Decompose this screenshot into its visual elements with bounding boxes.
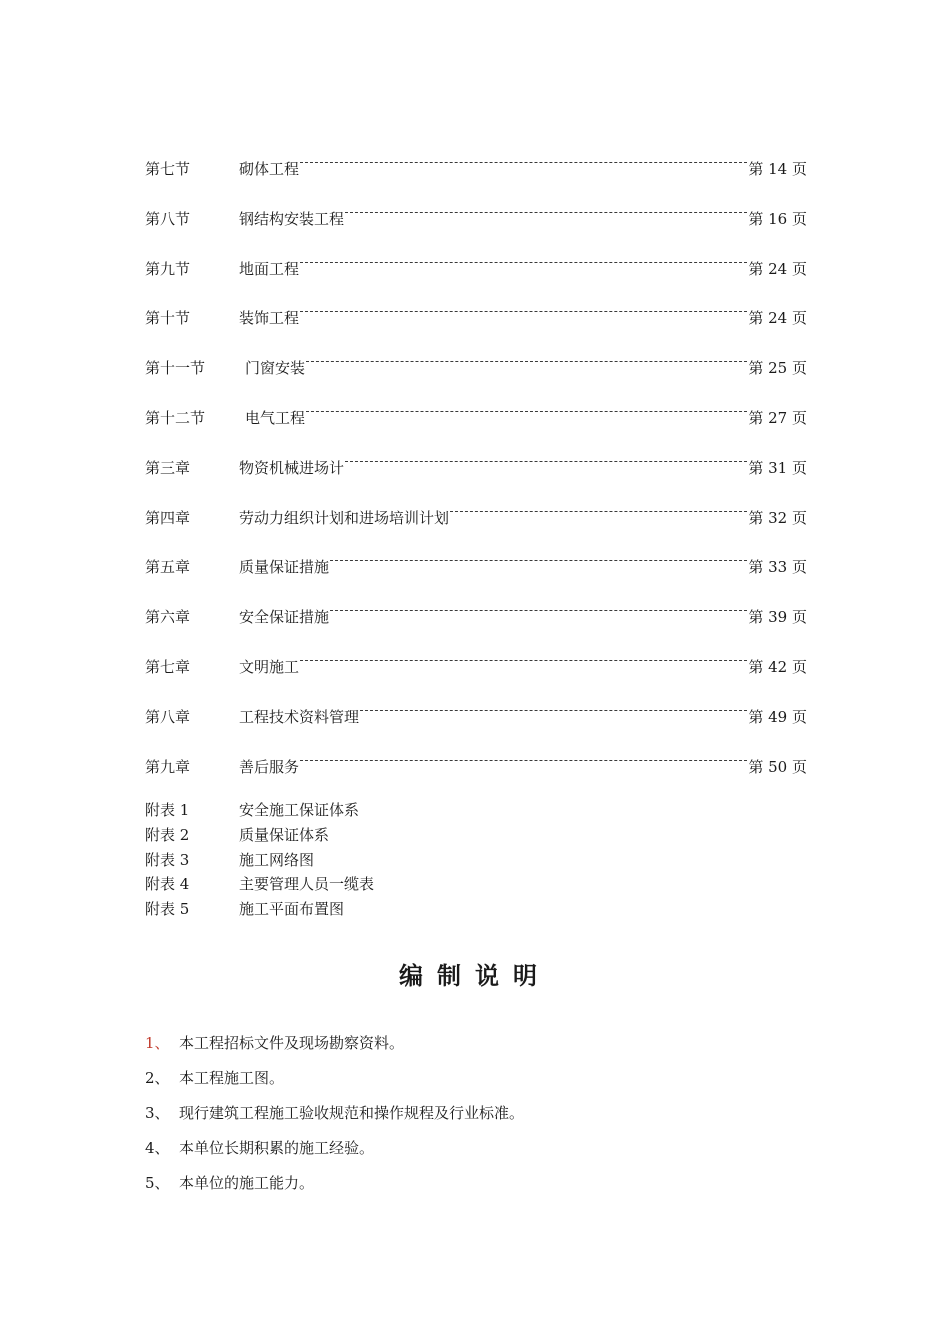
toc-leader: [345, 449, 747, 473]
note-number: 3、: [145, 1104, 170, 1122]
note-text: 本工程招标文件及现场勘察资料。: [179, 1034, 405, 1052]
note-item: [145, 1171, 524, 1206]
toc-page: 第 42 页: [748, 657, 807, 676]
note-text: 现行建筑工程施工验收规范和操作规程及行业标准。: [179, 1104, 525, 1122]
toc-title: 文明施工: [239, 657, 300, 676]
toc-leader: [360, 698, 747, 722]
toc-leader: [306, 349, 747, 373]
toc-row: [145, 598, 807, 648]
note-item: [145, 1136, 524, 1171]
toc-page: 第 25 页: [748, 359, 807, 378]
toc-leader: [345, 200, 747, 224]
toc-row: [145, 200, 807, 250]
toc-number: 第八章: [145, 707, 191, 726]
toc-row: [145, 698, 807, 748]
toc-title: 装饰工程: [239, 309, 300, 328]
toc-leader: [330, 598, 747, 622]
appendix-title: 质量保证体系: [239, 825, 330, 844]
toc-title: 劳动力组织计划和进场培训计划: [239, 508, 450, 527]
toc-leader: [300, 648, 747, 672]
toc-title: 砌体工程: [239, 160, 300, 178]
note-number: 5、: [145, 1174, 170, 1192]
toc-row: [145, 299, 807, 349]
toc-leader: [450, 499, 747, 523]
toc-row: [145, 499, 807, 549]
toc-page: 第 31 页: [748, 458, 807, 477]
appendix-title: 主要管理人员一缆表: [239, 875, 375, 894]
toc-row: [145, 449, 807, 499]
toc-row: [145, 648, 807, 698]
toc-leader: [330, 548, 747, 572]
toc-leader: [300, 299, 747, 323]
appendix-title: 安全施工保证体系: [239, 801, 360, 819]
toc-title: 物资机械进场计: [239, 458, 345, 477]
toc-number: 第九节: [145, 259, 191, 278]
toc-page: 第 24 页: [748, 259, 807, 278]
toc-number: 第七章: [145, 657, 191, 676]
toc-row: [145, 349, 807, 399]
toc-row: [145, 150, 807, 200]
appendix-item: [145, 798, 374, 823]
toc-row: [145, 399, 807, 449]
appendix-list: [145, 798, 374, 922]
toc-number: 第三章: [145, 458, 191, 477]
toc-title: 善后服务: [239, 757, 300, 776]
toc-row: [145, 250, 807, 300]
toc-number: 第四章: [145, 508, 191, 527]
note-item: [145, 1101, 524, 1136]
appendix-number: 附表 2: [145, 825, 190, 844]
table-of-contents: [145, 150, 807, 797]
toc-title: 钢结构安装工程: [239, 209, 345, 228]
toc-number: 第八节: [145, 209, 191, 228]
note-number: 4、: [145, 1139, 170, 1157]
toc-page: 第 27 页: [748, 408, 807, 427]
note-text: 本单位的施工能力。: [179, 1174, 315, 1192]
toc-number: 第七节: [145, 160, 191, 178]
toc-leader: [300, 250, 747, 274]
toc-page: 第 39 页: [748, 608, 807, 627]
toc-page: 第 50 页: [748, 757, 807, 776]
note-number: 1、: [145, 1034, 170, 1052]
toc-number: 第十节: [145, 309, 191, 328]
toc-number: 第十二节: [145, 408, 206, 427]
toc-row: [145, 548, 807, 598]
toc-title: 工程技术资料管理: [239, 707, 360, 726]
toc-leader: [300, 748, 747, 772]
appendix-number: 附表 1: [145, 801, 190, 819]
toc-title: 电气工程: [245, 408, 306, 427]
notes-list: [145, 1031, 524, 1206]
toc-title: 质量保证措施: [239, 558, 330, 577]
toc-leader: [306, 399, 747, 423]
note-item: [145, 1066, 524, 1101]
toc-page: 第 33 页: [748, 558, 807, 577]
section-heading: 编制说明: [399, 962, 551, 990]
appendix-item: [145, 823, 374, 848]
appendix-title: 施工平面布置图: [239, 900, 345, 919]
toc-number: 第十一节: [145, 359, 206, 378]
note-number: 2、: [145, 1069, 170, 1087]
toc-title: 门窗安装: [245, 359, 306, 378]
appendix-number: 附表 4: [145, 875, 190, 894]
toc-leader: [300, 150, 747, 174]
toc-page: 第 14 页: [748, 160, 807, 178]
appendix-number: 附表 5: [145, 900, 190, 919]
toc-page: 第 32 页: [748, 508, 807, 527]
appendix-item: [145, 848, 374, 873]
toc-page: 第 24 页: [748, 309, 807, 328]
toc-number: 第九章: [145, 757, 191, 776]
toc-number: 第五章: [145, 558, 191, 577]
toc-row: [145, 748, 807, 798]
note-item: [145, 1031, 524, 1066]
note-text: 本工程施工图。: [179, 1069, 285, 1087]
note-text: 本单位长期积累的施工经验。: [179, 1139, 375, 1157]
toc-title: 地面工程: [239, 259, 300, 278]
appendix-number: 附表 3: [145, 850, 190, 869]
toc-page: 第 16 页: [748, 209, 807, 228]
appendix-item: [145, 897, 374, 922]
appendix-title: 施工网络图: [239, 850, 315, 869]
toc-title: 安全保证措施: [239, 608, 330, 627]
toc-number: 第六章: [145, 608, 191, 627]
appendix-item: [145, 872, 374, 897]
toc-page: 第 49 页: [748, 707, 807, 726]
